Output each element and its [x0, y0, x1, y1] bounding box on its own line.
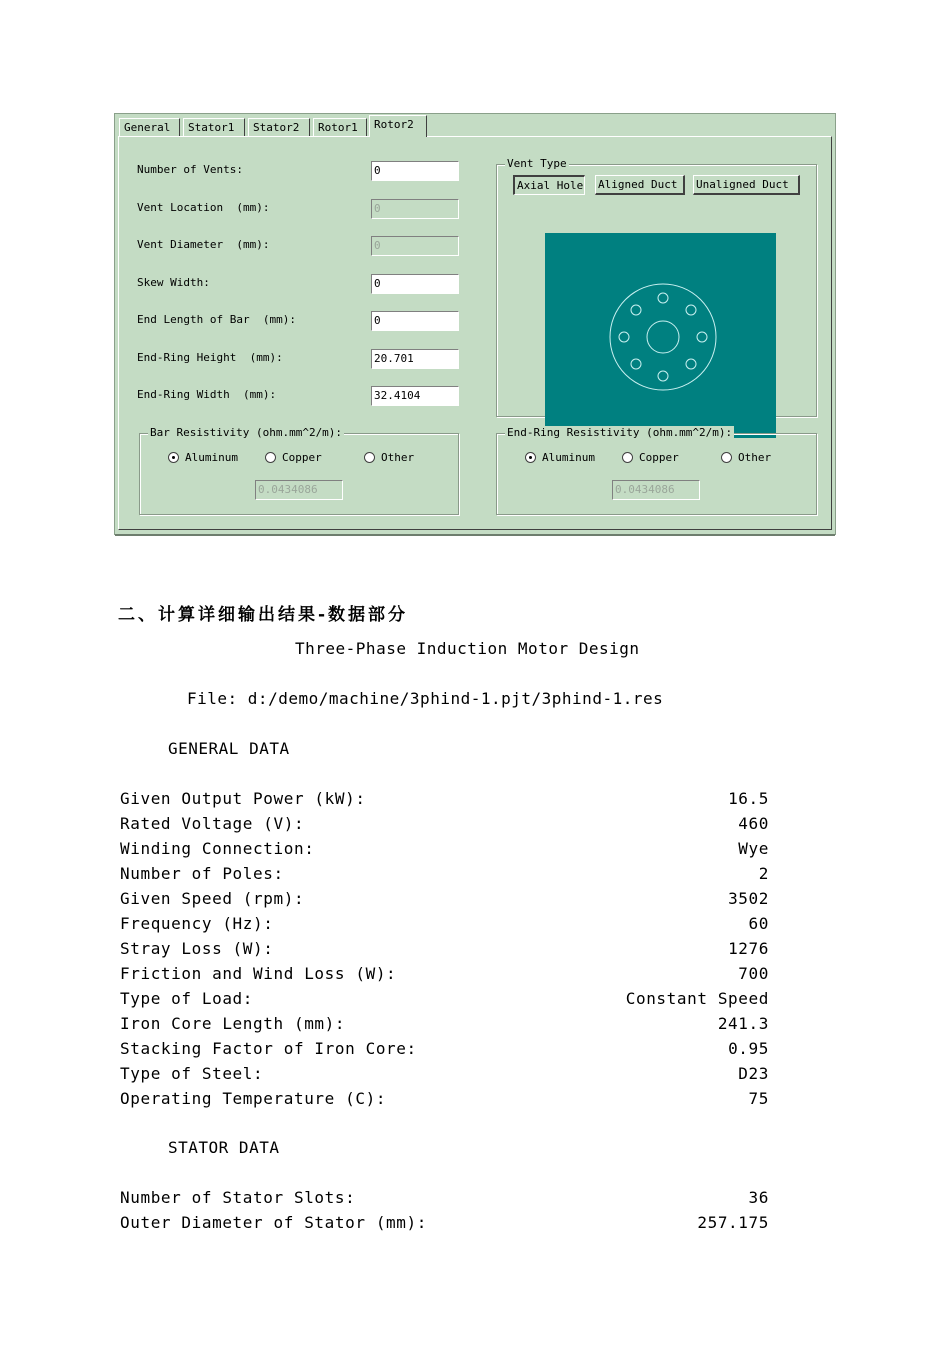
- rotor2-dialog: [114, 113, 836, 535]
- bar-resistivity-input[interactable]: 0.0434086: [255, 480, 343, 500]
- row-value: 36: [748, 1188, 769, 1207]
- row-value: Wye: [738, 839, 769, 858]
- row-value: Constant Speed: [625, 989, 769, 1008]
- end-ring-width-input[interactable]: 32.4104: [371, 386, 459, 406]
- row-value: 2: [758, 864, 769, 883]
- endring-aluminum-radio[interactable]: [525, 451, 595, 464]
- row-label: Given Speed (rpm):: [120, 889, 305, 908]
- number-of-vents-input[interactable]: 0: [371, 161, 459, 181]
- vent-hole: [686, 359, 696, 369]
- end-length-of-bar-input[interactable]: 0: [371, 311, 459, 331]
- row-value: 3502: [728, 889, 769, 908]
- file-path-line: File: d:/demo/machine/3phind-1.pjt/3phind-1.res: [187, 689, 664, 708]
- row-label: Operating Temperature (C):: [120, 1089, 387, 1108]
- vent-diameter-label: Vent Diameter (mm):: [137, 238, 270, 251]
- end-length-of-bar-label: End Length of Bar (mm):: [137, 313, 296, 326]
- vent-diameter-input[interactable]: 0: [371, 236, 459, 256]
- row-value: 16.5: [728, 789, 769, 808]
- row-label: Number of Stator Slots:: [120, 1188, 356, 1207]
- tab-rotor1[interactable]: Rotor1: [313, 118, 367, 136]
- row-value: 241.3: [717, 1014, 769, 1033]
- stator-data-heading: STATOR DATA: [168, 1138, 280, 1157]
- row-value: 700: [738, 964, 769, 983]
- axial-hole-button[interactable]: Axial Hole: [513, 175, 585, 195]
- vent-hole: [686, 305, 696, 315]
- skew-width-input[interactable]: 0: [371, 274, 459, 294]
- vent-location-label: Vent Location (mm):: [137, 201, 270, 214]
- tab-stator1[interactable]: Stator1: [183, 118, 245, 136]
- aligned-duct-button[interactable]: Aligned Duct: [595, 175, 685, 195]
- row-value: 60: [748, 914, 769, 933]
- bar-other-radio[interactable]: [364, 451, 414, 464]
- radio-dot: [265, 452, 276, 463]
- vent-hole: [658, 371, 668, 381]
- radio-dot-checked: [168, 452, 179, 463]
- radio-dot: [721, 452, 732, 463]
- row-value: 460: [738, 814, 769, 833]
- bar-copper-label: Copper: [282, 451, 322, 464]
- radio-dot: [364, 452, 375, 463]
- tab-general[interactable]: General: [119, 118, 180, 136]
- dialog-shadow: [115, 534, 835, 536]
- rotor-cross-section-diagram: [545, 233, 776, 438]
- endring-copper-label: Copper: [639, 451, 679, 464]
- rotor-shaft-circle: [647, 321, 679, 353]
- tab-panel-rotor2: [118, 136, 832, 530]
- row-label: Winding Connection:: [120, 839, 315, 858]
- tab-stator2[interactable]: Stator2: [248, 118, 310, 136]
- row-label: Type of Steel:: [120, 1064, 264, 1083]
- bar-resistivity-group: [139, 426, 459, 515]
- endring-resistivity-input[interactable]: 0.0434086: [612, 480, 700, 500]
- report-title: Three-Phase Induction Motor Design: [295, 639, 640, 658]
- row-label: Outer Diameter of Stator (mm):: [120, 1213, 427, 1232]
- row-label: Stray Loss (W):: [120, 939, 274, 958]
- row-label: Rated Voltage (V):: [120, 814, 305, 833]
- bar-aluminum-label: Aluminum: [185, 451, 238, 464]
- endring-aluminum-label: Aluminum: [542, 451, 595, 464]
- row-label: Given Output Power (kW):: [120, 789, 366, 808]
- bar-resistivity-title: Bar Resistivity (ohm.mm^2/m):: [150, 426, 343, 439]
- endring-resistivity-group: [496, 426, 817, 515]
- row-label: Type of Load:: [120, 989, 254, 1008]
- vent-location-input[interactable]: 0: [371, 199, 459, 219]
- bar-copper-radio[interactable]: [265, 451, 322, 464]
- vent-hole: [697, 332, 707, 342]
- end-ring-height-label: End-Ring Height (mm):: [137, 351, 283, 364]
- row-value: 257.175: [697, 1213, 769, 1232]
- skew-width-label: Skew Width:: [137, 276, 210, 289]
- row-label: Stacking Factor of Iron Core:: [120, 1039, 417, 1058]
- row-value: 75: [748, 1089, 769, 1108]
- vent-hole: [631, 359, 641, 369]
- row-value: 0.95: [728, 1039, 769, 1058]
- row-label: Friction and Wind Loss (W):: [120, 964, 397, 983]
- row-label: Iron Core Length (mm):: [120, 1014, 346, 1033]
- vent-preview-canvas: [545, 233, 776, 438]
- tab-rotor2[interactable]: Rotor2: [369, 115, 427, 137]
- unaligned-duct-button[interactable]: Unaligned Duct: [693, 175, 800, 195]
- bar-aluminum-radio[interactable]: [168, 451, 238, 464]
- row-label: Number of Poles:: [120, 864, 284, 883]
- endring-other-radio[interactable]: [721, 451, 771, 464]
- endring-copper-radio[interactable]: [622, 451, 679, 464]
- row-label: Frequency (Hz):: [120, 914, 274, 933]
- general-data-heading: GENERAL DATA: [168, 739, 290, 758]
- vent-hole: [658, 293, 668, 303]
- number-of-vents-label: Number of Vents:: [137, 163, 243, 176]
- endring-other-label: Other: [738, 451, 772, 464]
- row-value: D23: [738, 1064, 769, 1083]
- row-value: 1276: [728, 939, 769, 958]
- vent-hole: [631, 305, 641, 315]
- rotor-outer-circle: [610, 284, 716, 390]
- bar-other-label: Other: [381, 451, 415, 464]
- radio-dot-checked: [525, 452, 536, 463]
- vent-hole: [619, 332, 629, 342]
- end-ring-width-label: End-Ring Width (mm):: [137, 388, 277, 401]
- radio-dot: [622, 452, 633, 463]
- endring-resistivity-title: End-Ring Resistivity (ohm.mm^2/m):: [507, 426, 733, 439]
- vent-type-title: Vent Type: [507, 157, 567, 170]
- section-heading: 二、计算详细输出结果-数据部分: [118, 605, 409, 625]
- end-ring-height-input[interactable]: 20.701: [371, 349, 459, 369]
